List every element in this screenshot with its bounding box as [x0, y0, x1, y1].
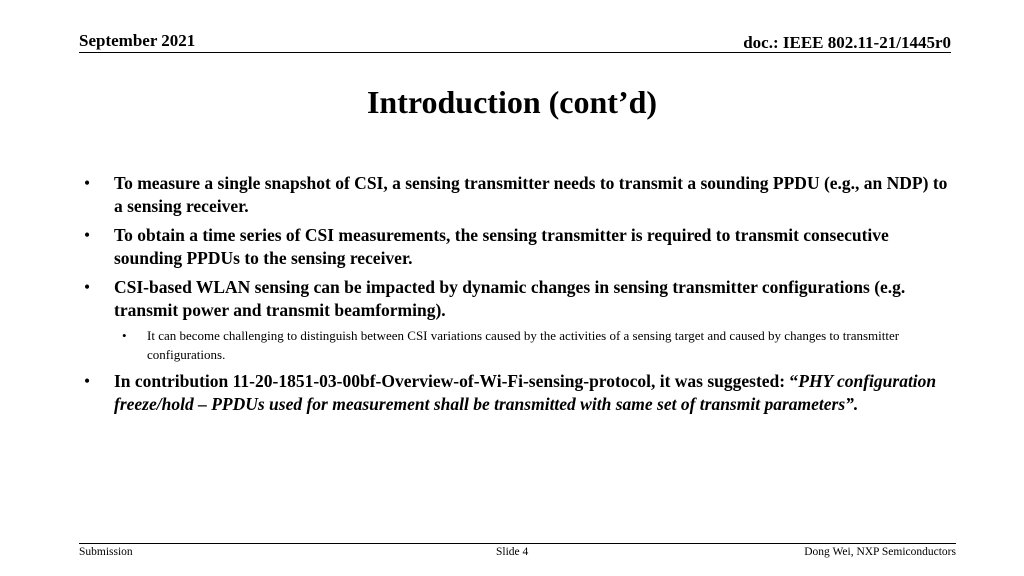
bullet-item [84, 172, 954, 218]
sub-bullet-text: It can become challenging to distinguish between CSI variations caused by the activities of a sensing target and caused by changes to transmitter configurations. [147, 328, 900, 362]
bullet-icon: • [84, 277, 91, 297]
header-divider [79, 52, 951, 53]
footer-submission: Submission [79, 546, 133, 558]
bullet-text-quote: PHY configuration freeze/hold – PPDUs used for measurement shall be transmitted with same set of transmit parameters”. [114, 371, 937, 414]
footer-divider [79, 543, 956, 544]
header-date: September 2021 [79, 31, 196, 50]
bullet-text: CSI-based WLAN sensing can be impacted by dynamic changes in sensing transmitter configurations (e.g. transmit power and transmit beamforming). [114, 277, 906, 320]
header-doc-id: doc.: IEEE 802.11-21/1445r0 [743, 33, 951, 52]
bullet-icon: • [84, 173, 91, 193]
footer-author: Dong Wei, NXP Semiconductors [804, 546, 956, 558]
bullet-icon: • [84, 371, 91, 391]
slide-title: Introduction (cont’d) [366, 84, 658, 120]
bullet-item [84, 224, 954, 270]
bullet-list [84, 172, 954, 422]
bullet-text-prefix: In contribution 11-20-1851-03-00bf-Overview-of-Wi-Fi-sensing-protocol, it was suggested: “ [114, 371, 799, 391]
sub-bullet-icon: • [122, 328, 127, 343]
sub-bullet-item [114, 326, 954, 364]
bullet-text: To measure a single snapshot of CSI, a sensing transmitter needs to transmit a sounding PPDU (e.g., an NDP) to a sensing receiver. [114, 173, 948, 216]
bullet-text: To obtain a time series of CSI measurements, the sensing transmitter is required to transmit consecutive sounding PPDUs to the sensing receiver. [114, 225, 889, 268]
footer-slide-number: Slide 4 [496, 546, 529, 558]
bullet-item [84, 276, 954, 322]
bullet-item [84, 370, 954, 416]
bullet-icon: • [84, 225, 91, 245]
